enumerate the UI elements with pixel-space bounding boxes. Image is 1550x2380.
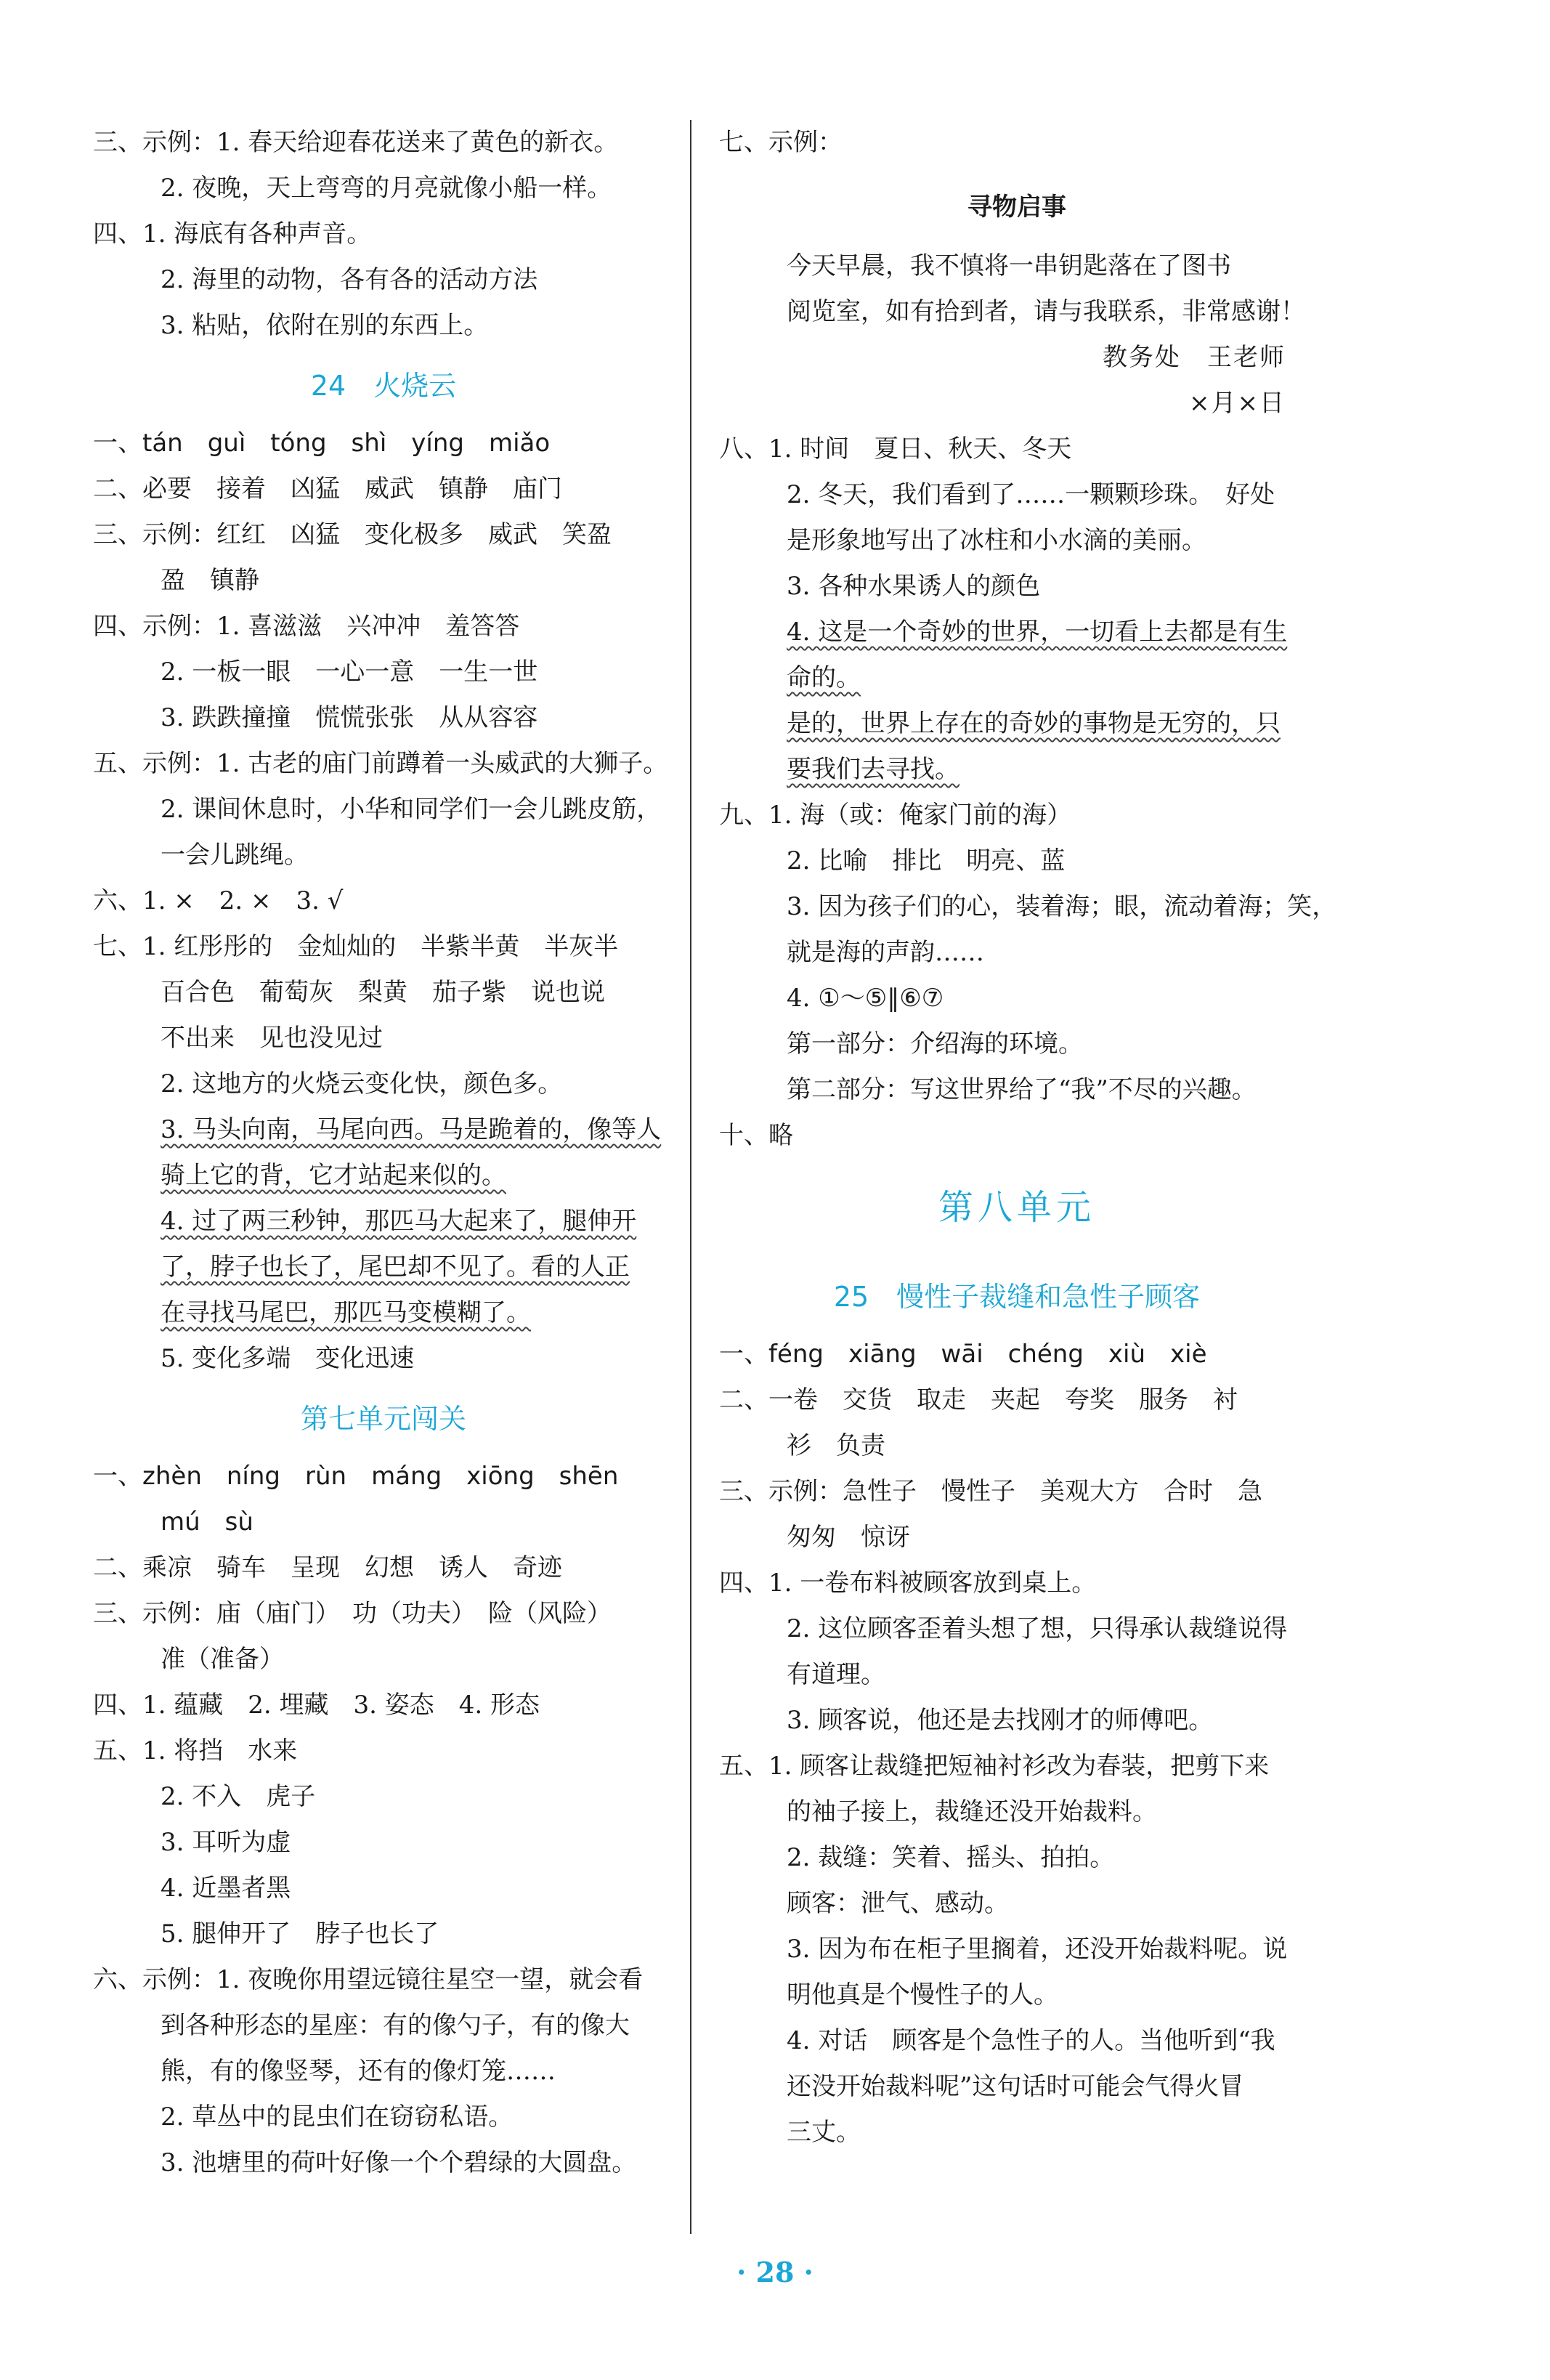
answer-line: 的袖子接上，裁缝还没开始裁料。 [787, 1797, 1157, 1826]
answer-line: 四、1. 蕴藏 2. 埋藏 3. 姿态 4. 形态 [93, 1691, 540, 1720]
answer-line: 3. 因为布在柜子里搁着，还没开始裁料呢。说 [787, 1935, 1288, 1964]
answer-line: 4. ①～⑤‖⑥⑦ [787, 984, 944, 1013]
answer-line: 盈 镇静 [161, 566, 259, 595]
answer-line: 5. 腿伸开了 脖子也长了 [161, 1919, 439, 1948]
notice-title: 寻物启事 [967, 193, 1066, 222]
answer-line [93, 1153, 674, 1199]
notice-signature: 教务处 王老师 [1103, 343, 1286, 372]
answer-line: 明他真是个慢性子的人。 [787, 1980, 1058, 2009]
answer-line: 二、必要 接着 凶猛 威武 镇静 庙门 [93, 474, 562, 503]
answer-line: 二、一卷 交货 取走 夹起 夸奖 服务 衬 [719, 1385, 1238, 1414]
notice-signature: ×月×日 [1189, 389, 1286, 418]
answer-line: 三、示例：1. 春天给迎春花送来了黄色的新衣。 [93, 128, 619, 157]
answer-line [93, 1290, 674, 1336]
answer-line: 4. 近墨者黑 [161, 1874, 291, 1903]
answer-line: 一会儿跳绳。 [161, 841, 309, 870]
column-divider [690, 120, 691, 2234]
answer-line: 不出来 见也没见过 [161, 1024, 383, 1053]
answer-line: 衫 负责 [787, 1431, 885, 1460]
answer-line: 八、1. 时间 夏日、秋天、冬天 [719, 434, 1072, 464]
answer-line [93, 1199, 674, 1244]
answer-line [93, 1244, 674, 1290]
answer-line: 三、示例：红红 凶猛 变化极多 威武 笑盈 [93, 520, 612, 549]
left-column [93, 120, 674, 2186]
answer-line: 九、1. 海（或：俺家门前的海） [719, 801, 1072, 830]
answer-line: 2. 课间休息时，小华和同学们一会儿跳皮筋， [161, 795, 662, 824]
answer-line: 百合色 葡萄灰 梨黄 茄子紫 说也说 [161, 978, 605, 1007]
answer-line: 七、示例： [719, 128, 843, 157]
answer-line: 五、1. 顾客让裁缝把短袖衬衫改为春装，把剪下来 [719, 1752, 1270, 1781]
answer-line: 2. 比喻 排比 明亮、蓝 [787, 846, 1066, 875]
answer-line: 就是海的声韵…… [787, 938, 984, 967]
underlined-text: 骑上它的背，它才站起来似的。 [161, 1161, 506, 1190]
pinyin-line: 一、tán guì tóng shì yíng miǎo [93, 429, 551, 458]
answer-line: 2. 冬天，我们看到了……一颗颗珍珠。 好处 [787, 480, 1275, 509]
answer-line: 2. 夜晚，天上弯弯的月亮就像小船一样。 [161, 174, 612, 203]
answer-line: 匆匆 惊讶 [787, 1523, 910, 1552]
answer-line: 3. 因为孩子们的心，装着海；眼，流动着海；笑， [787, 892, 1337, 921]
answer-line: 3. 各种水果诱人的颜色 [787, 572, 1041, 601]
underlined-text: 了，脖子也长了，尾巴却不见了。看的人正 [161, 1252, 630, 1282]
underlined-text: 在寻找马尾巴，那匹马变模糊了。 [161, 1298, 531, 1327]
answer-line [719, 610, 1315, 655]
answer-line: 四、1. 海底有各种声音。 [93, 219, 372, 248]
answer-line: 2. 这位顾客歪着头想了想，只得承认裁缝说得 [787, 1614, 1288, 1643]
underlined-text: 命的。 [787, 663, 861, 692]
underlined-text: 是的，世界上存在的奇妙的事物是无穷的，只 [787, 709, 1281, 738]
answer-line: 2. 不入 虎子 [161, 1782, 316, 1811]
answer-line: 第二部分：写这世界给了“我”不尽的兴趣。 [787, 1075, 1257, 1104]
answer-line: 2. 这地方的火烧云变化快，颜色多。 [161, 1069, 563, 1098]
pinyin-line: 一、féng xiāng wāi chéng xiù xiè [719, 1340, 1207, 1369]
unit-heading: 第八单元 [938, 1187, 1095, 1228]
answer-line: 到各种形态的星座：有的像勺子，有的像大 [161, 2011, 630, 2040]
answer-line: 三丈。 [787, 2118, 861, 2147]
pinyin-line: mú sù [161, 1507, 253, 1537]
pinyin-line: 一、zhèn níng rùn máng xiōng shēn [93, 1462, 619, 1491]
answer-line: 七、1. 红彤彤的 金灿灿的 半紫半黄 半灰半 [93, 932, 619, 961]
right-column [719, 120, 1337, 2156]
answer-line: 3. 粘贴，依附在别的东西上。 [161, 311, 489, 340]
answer-line: 五、1. 将挡 水来 [93, 1736, 298, 1765]
answer-line: 四、1. 一卷布料被顾客放到桌上。 [719, 1569, 1097, 1598]
underlined-text: 3. 马头向南，马尾向西。马是跪着的，像等人 [161, 1115, 662, 1144]
answer-line: 阅览室，如有拾到者，请与我联系，非常感谢！ [787, 297, 1305, 326]
answer-line: 是形象地写出了冰柱和小水滴的美丽。 [787, 526, 1206, 555]
underlined-text: 4. 这是一个奇妙的世界，一切看上去都是有生 [787, 618, 1288, 647]
answer-line: 2. 一板一眼 一心一意 一生一世 [161, 657, 538, 687]
answer-line: 六、示例：1. 夜晚你用望远镜往星空一望，就会看 [93, 1965, 644, 1994]
answer-line: 3. 耳听为虚 [161, 1828, 291, 1857]
answer-line: 三、示例：庙（庙门） 功（功夫） 险（风险） [93, 1599, 612, 1628]
answer-line: 六、1. × 2. × 3. √ [93, 886, 344, 915]
answer-line: 今天早晨，我不慎将一串钥匙落在了图书 [787, 251, 1231, 280]
answer-line: 5. 变化多端 变化迅速 [161, 1344, 415, 1373]
underlined-text: 要我们去寻找。 [787, 755, 959, 784]
answer-line: 五、示例：1. 古老的庙门前蹲着一头威武的大狮子。 [93, 749, 668, 778]
answer-line: 4. 对话 顾客是个急性子的人。当他听到“我 [787, 2026, 1275, 2055]
underlined-text: 4. 过了两三秒钟，那匹马大起来了，腿伸开 [161, 1207, 637, 1236]
answer-line: 2. 草丛中的昆虫们在窃窃私语。 [161, 2102, 514, 2132]
answer-line: 2. 海里的动物，各有各的活动方法 [161, 265, 538, 294]
answer-line: 3. 跌跌撞撞 慌慌张张 从从容容 [161, 703, 538, 732]
answer-line: 准（准备） [161, 1645, 284, 1674]
answer-line: 第一部分：介绍海的环境。 [787, 1029, 1083, 1059]
answer-line: 十、略 [719, 1121, 793, 1150]
answer-line [719, 747, 1315, 793]
answer-line: 二、乘凉 骑车 呈现 幻想 诱人 奇迹 [93, 1553, 562, 1582]
answer-line: 还没开始裁料呢”这句话时可能会气得火冒 [787, 2072, 1244, 2101]
answer-line: 3. 顾客说，他还是去找刚才的师傅吧。 [787, 1706, 1214, 1735]
section-heading: 24 火烧云 [310, 370, 457, 402]
answer-line: 顾客：泄气、感动。 [787, 1889, 1009, 1918]
section-heading: 第七单元闯关 [300, 1403, 466, 1435]
answer-line: 3. 池塘里的荷叶好像一个个碧绿的大圆盘。 [161, 2148, 637, 2177]
answer-line [719, 655, 1315, 701]
answer-line [719, 701, 1315, 747]
answer-line [93, 1107, 674, 1153]
section-heading: 25 慢性子裁缝和急性子顾客 [833, 1281, 1201, 1313]
answer-line: 2. 裁缝：笑着、摇头、拍拍。 [787, 1843, 1115, 1872]
answer-line: 熊，有的像竖琴，还有的像灯笼…… [161, 2057, 556, 2086]
answer-line: 四、示例：1. 喜滋滋 兴冲冲 羞答答 [93, 612, 520, 641]
answer-line: 三、示例：急性子 慢性子 美观大方 合时 急 [719, 1477, 1262, 1506]
page-number: · 28 · [737, 2256, 813, 2288]
answer-line: 有道理。 [787, 1660, 885, 1689]
